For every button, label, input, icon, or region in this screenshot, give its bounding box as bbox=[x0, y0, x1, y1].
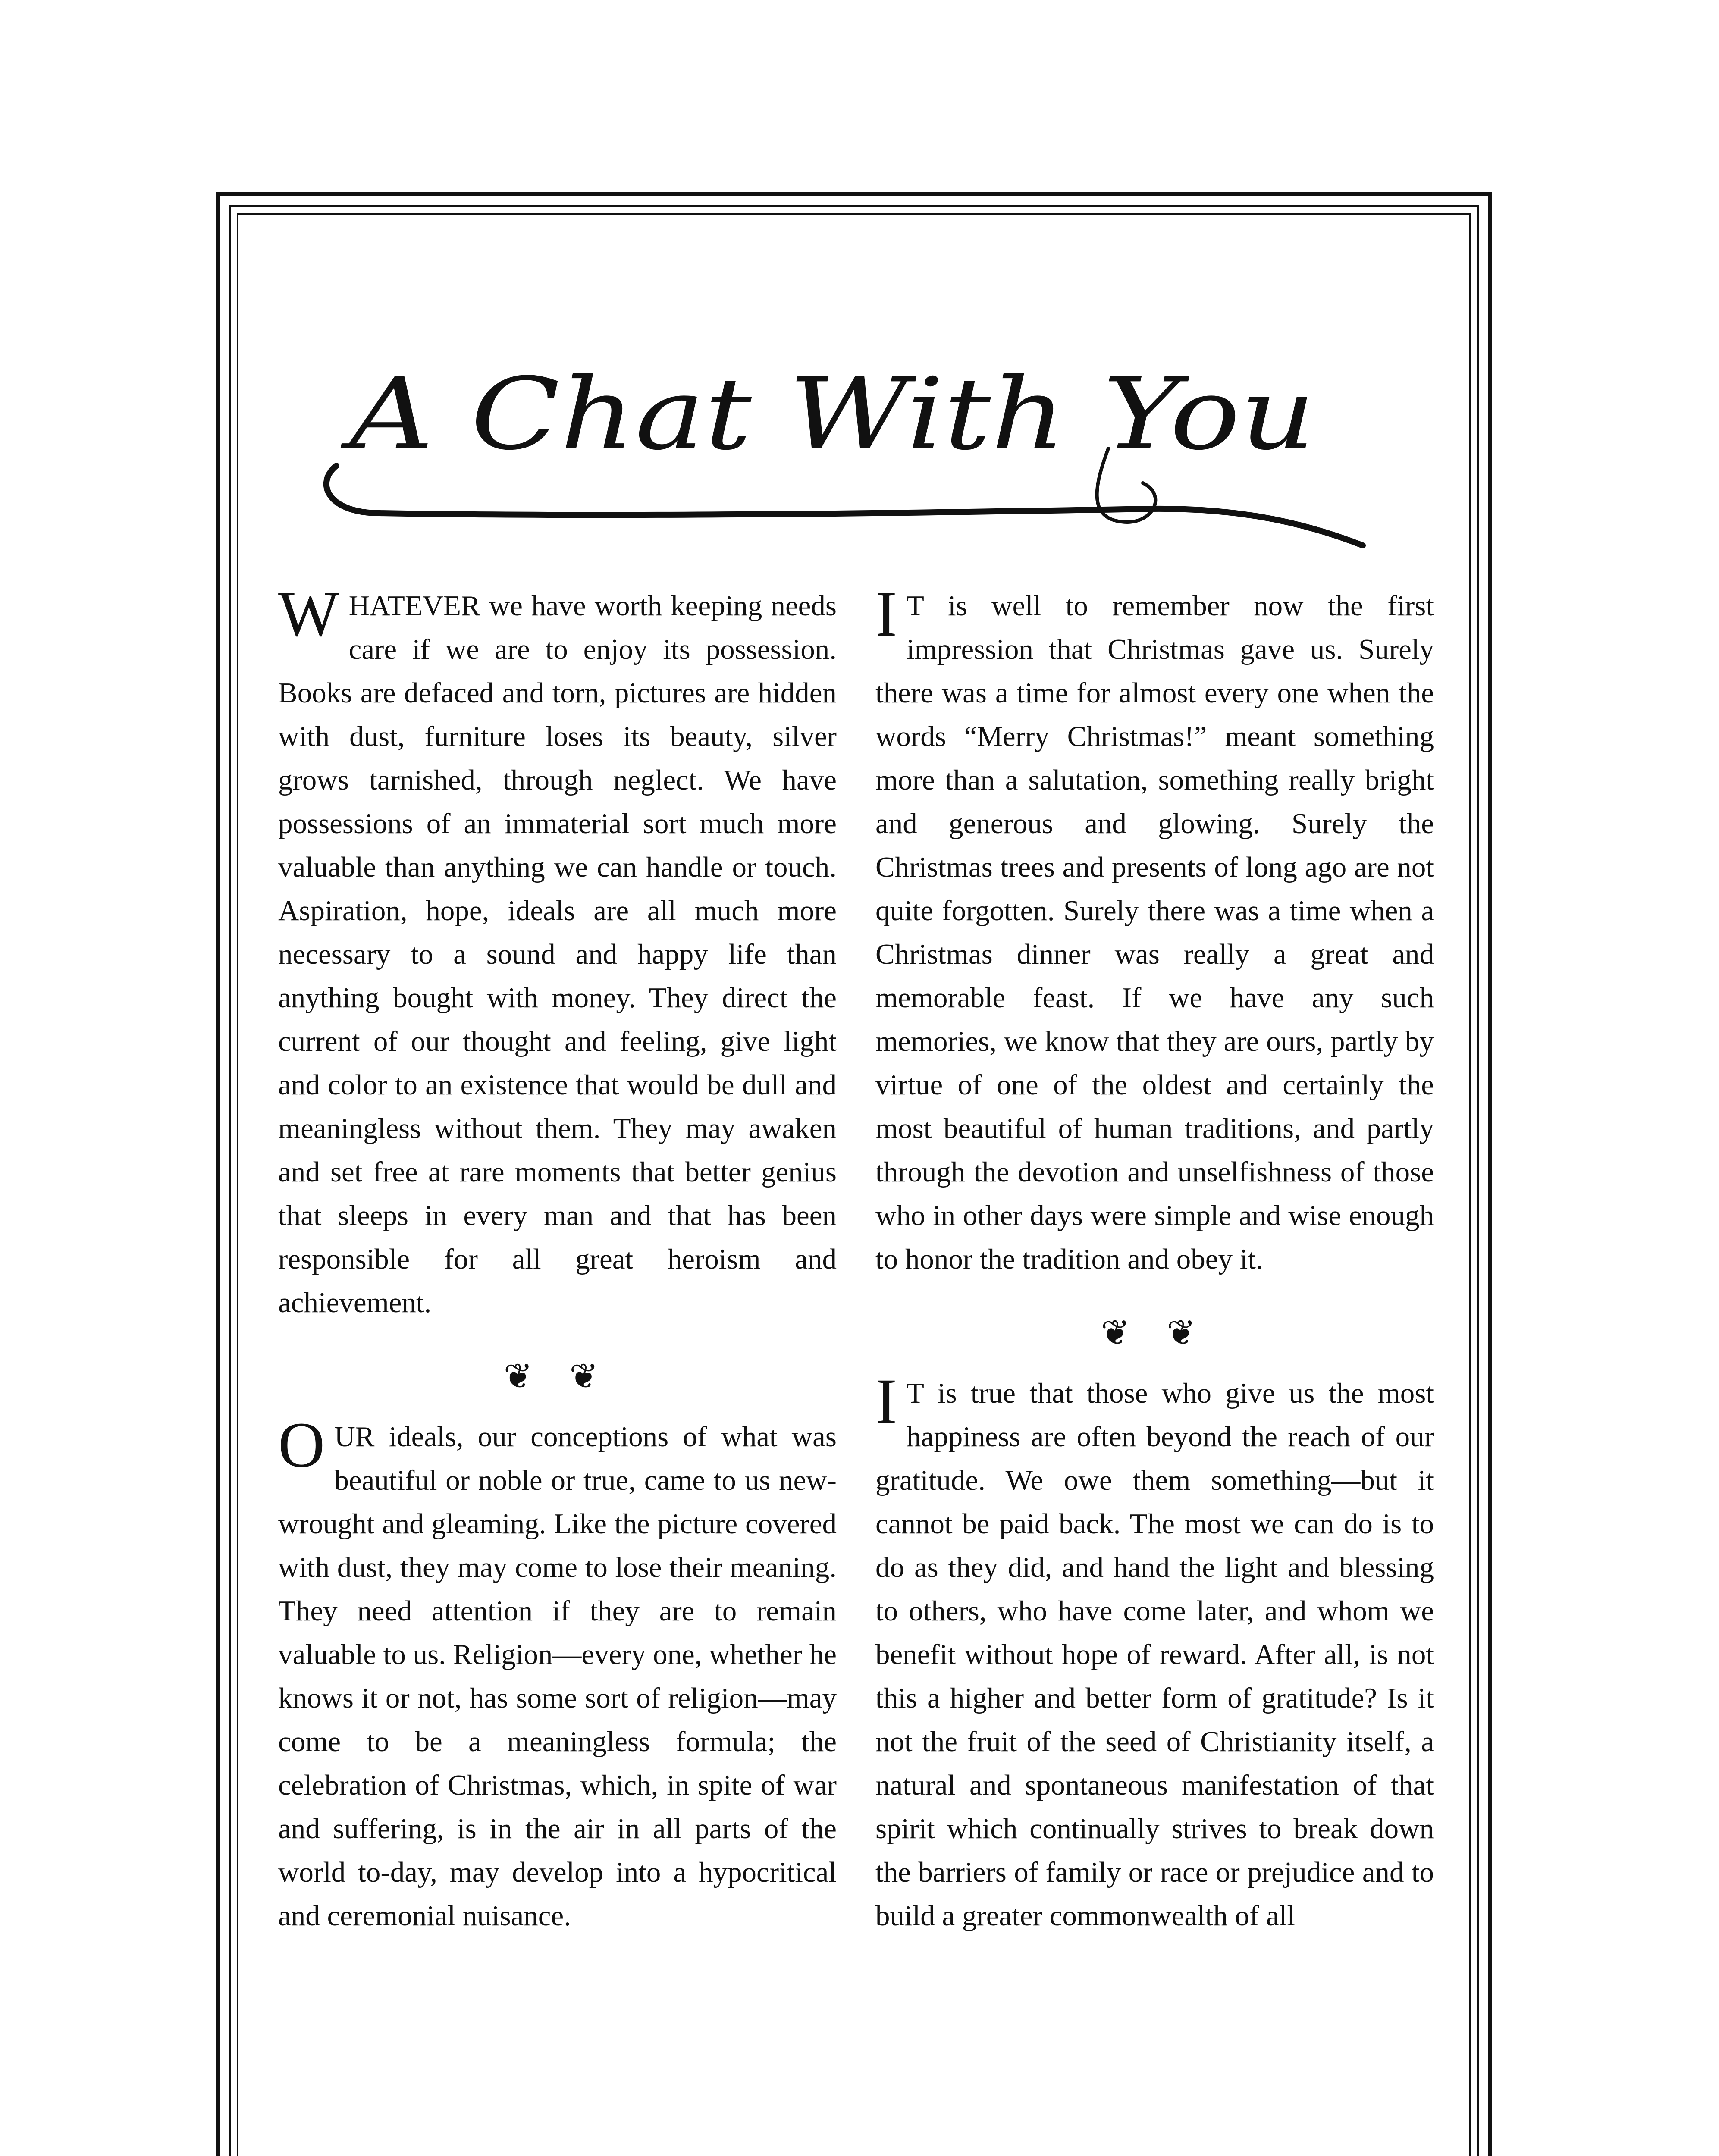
lead-word: T bbox=[906, 590, 924, 622]
paragraph-text: is true that those who give us the most happiness are often beyond the reach of our gratitude. We owe them something—but it cannot be paid back. The most we can do is to do as they did, and hand the light and blessing to others, who have come later, and whom we benefit without hope of reward. After all, is not this a higher and better form of gratitude? Is it not the fruit of the seed of Christianity itself, a natural and spontaneous manifestation of that spirit which continually strives to break down the barriers of family or race or prejudice and to build a greater commonwealth of all bbox=[875, 1377, 1434, 1932]
title-banner bbox=[311, 341, 1389, 565]
dropcap: W bbox=[278, 578, 339, 650]
left-paragraph-1 bbox=[278, 578, 837, 1325]
right-paragraph-1 bbox=[875, 578, 1434, 1281]
paragraph-text: ideals, our conceptions of what was beautiful or noble or true, came to us new-wrought and gleaming. Like the picture covered with dust, they may come to lose their meaning. They need attention if they are to remain valuable to us. Religion—every one, whether he knows it or not, has some sort of religion—may come to be a meaningless formula; the celebration of Christmas, which, in spite of war and suffering, is in the air in all parts of the world to-day, may develop into a hypocritical and ceremonial nuisance. bbox=[278, 1421, 837, 1932]
section-ornament: ❦ ❦ bbox=[1101, 1313, 1209, 1353]
title-underline-swash bbox=[326, 466, 1363, 545]
paragraph-text: is well to remember now the first impression that Christmas gave us. Surely there was a time for almost every one when the words “Merry Christmas!” meant something more than a salutation, something really bright and generous and glowing. Surely the Christmas trees and presents of long ago are not quite forgotten. Surely there was a time when a Christmas dinner was really a great and memorable feast. If we have any such memories, we know that they are ours, partly by virtue of one of the oldest and certainly the most beautiful of human traditions, and partly through the devotion and unselfishness of those who in other days were simple and wise enough to honor the tradition and obey it. bbox=[875, 590, 1434, 1275]
lead-word: UR bbox=[334, 1421, 375, 1453]
paragraph-text: we have worth keeping needs care if we are to enjoy its possession. Books are defaced and torn, pictures are hidden with dust, furniture loses its beauty, silver grows tarnished, through neglect. We have possessions of an immaterial sort much more valuable than anything we can handle or touch. Aspiration, hope, ideals are all much more necessary to a sound and happy life than anything bought with money. They direct the current of our thought and feeling, give light and color to an existence that would be dull and meaningless without them. They may awaken and set free at rare moments that better genius that sleeps in every man and that has been responsible for all great heroism and achievement. bbox=[278, 590, 837, 1319]
left-column bbox=[278, 578, 837, 1938]
lead-word: T bbox=[906, 1377, 924, 1409]
left-paragraph-2 bbox=[278, 1409, 837, 1938]
page-title: A Chat With You bbox=[340, 357, 1315, 472]
dropcap: I bbox=[875, 578, 897, 650]
title-flourish-svg bbox=[311, 341, 1389, 565]
right-column bbox=[875, 578, 1434, 1938]
dropcap: O bbox=[278, 1409, 325, 1481]
right-paragraph-2 bbox=[875, 1366, 1434, 1938]
dropcap: I bbox=[875, 1366, 897, 1437]
section-ornament: ❦ ❦ bbox=[503, 1356, 612, 1396]
lead-word: HATEVER bbox=[348, 590, 480, 622]
